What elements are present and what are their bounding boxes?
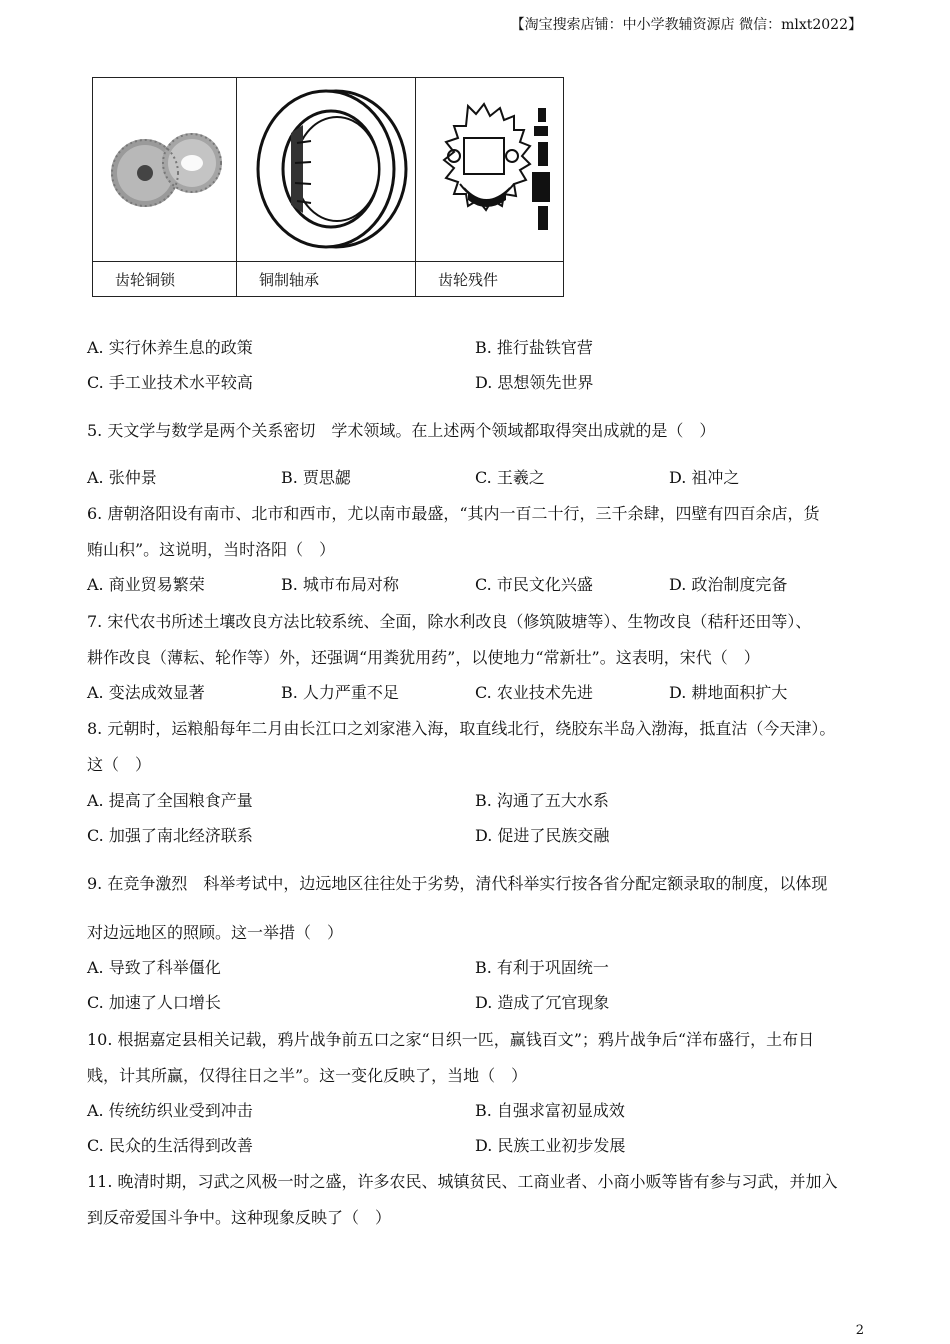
q6-stem-line2: 贿山积”。这说明，当时洛阳（ ） <box>87 540 336 559</box>
q8-option-d[interactable]: D. 促进了民族交融 <box>475 826 610 845</box>
q6-option-a[interactable]: A. 商业贸易繁荣 <box>87 575 205 594</box>
bearing-icon <box>241 83 411 253</box>
q7-option-b[interactable]: B. 人力严重不足 <box>281 683 399 702</box>
q8-option-a[interactable]: A. 提高了全国粮食产量 <box>87 791 253 810</box>
q11-stem-line1: 11. 晚清时期，习武之风极一时之盛，许多农民、城镇贫民、工商业者、小商小贩等皆有参与习武，并加入 <box>87 1172 838 1191</box>
figure-cell-gear-lock <box>93 78 237 262</box>
q6-option-b[interactable]: B. 城市布局对称 <box>281 575 399 594</box>
q10-stem-line2: 贱，计其所赢，仅得往日之半”。这一变化反映了，当地（ ） <box>87 1066 528 1085</box>
q5-option-a[interactable]: A. 张仲景 <box>87 468 157 487</box>
q4-option-b[interactable]: B. 推行盐铁官营 <box>475 338 593 357</box>
q9-option-d[interactable]: D. 造成了冗官现象 <box>475 993 610 1012</box>
q4-option-d[interactable]: D. 思想领先世界 <box>475 373 594 392</box>
q10-option-b[interactable]: B. 自强求富初显成效 <box>475 1101 625 1120</box>
q6-stem-line1: 6. 唐朝洛阳设有南市、北市和西市，尤以南市最盛，“其内一百二十行，三千余肆，四壁有四百余店，货 <box>87 504 820 523</box>
q7-stem-line1: 7. 宋代农书所述土壤改良方法比较系统、全面，除水利改良（修筑陂塘等）、生物改良（秸秆还田等）、 <box>87 612 812 631</box>
q9-option-a[interactable]: A. 导致了科举僵化 <box>87 958 221 977</box>
q11-stem-line2: 到反帝爱国斗争中。这种现象反映了（ ） <box>87 1208 392 1227</box>
q9-stem-line1: 9. 在竞争激烈 科举考试中，边远地区往往处于劣势，清代科举实行按各省分配定额录取的制度，以体现 <box>87 874 828 893</box>
q8-option-b[interactable]: B. 沟通了五大水系 <box>475 791 609 810</box>
figure-caption: 齿轮残件 <box>416 262 564 297</box>
q7-option-d[interactable]: D. 耕地面积扩大 <box>669 683 788 702</box>
q6-option-c[interactable]: C. 市民文化兴盛 <box>475 575 593 594</box>
figure-cell-bearing <box>237 78 416 262</box>
figure-cell-gear-fragment <box>416 78 564 262</box>
q8-stem-line1: 8. 元朝时，运粮船每年二月由长江口之刘家港入海，取直线北行，绕胶东半岛入渤海，抵直沽（今天津）。 <box>87 719 836 738</box>
q7-option-c[interactable]: C. 农业技术先进 <box>475 683 593 702</box>
q10-option-d[interactable]: D. 民族工业初步发展 <box>475 1136 626 1155</box>
q6-option-d[interactable]: D. 政治制度完备 <box>669 575 788 594</box>
q8-stem-line2: 这（ ） <box>87 755 152 774</box>
q7-option-a[interactable]: A. 变法成效显著 <box>87 683 205 702</box>
q5-option-c[interactable]: C. 王羲之 <box>475 468 545 487</box>
q4-option-c[interactable]: C. 手工业技术水平较高 <box>87 373 253 392</box>
q10-option-a[interactable]: A. 传统纺织业受到冲击 <box>87 1101 253 1120</box>
q5-option-b[interactable]: B. 贾思勰 <box>281 468 351 487</box>
figure-caption: 齿轮铜锁 <box>93 262 237 297</box>
gear-lock-icon <box>100 113 230 223</box>
q8-option-c[interactable]: C. 加强了南北经济联系 <box>87 826 253 845</box>
q4-option-a[interactable]: A. 实行休养生息的政策 <box>87 338 253 357</box>
q10-option-c[interactable]: C. 民众的生活得到改善 <box>87 1136 253 1155</box>
page-header: 【淘宝搜索店铺：中小学教辅资源店 微信：mlxt2022】 <box>510 17 862 33</box>
q5-option-d[interactable]: D. 祖冲之 <box>669 468 740 487</box>
figure-table <box>92 77 564 297</box>
q9-option-b[interactable]: B. 有利于巩固统一 <box>475 958 609 977</box>
q7-stem-line2: 耕作改良（薄耘、轮作等）外，还强调“用粪犹用药”，以使地力“常新壮”。这表明，宋代（ ） <box>87 648 760 667</box>
q5-stem: 5. 天文学与数学是两个关系密切 学术领域。在上述两个领域都取得突出成就的是（ ） <box>87 421 716 440</box>
figure-caption: 铜制轴承 <box>237 262 416 297</box>
gear-fragment-icon <box>420 88 560 248</box>
q10-stem-line1: 10. 根据嘉定县相关记载，鸦片战争前五口之家“日织一匹，赢钱百文”；鸦片战争后“洋布盛行，土布日 <box>87 1030 815 1049</box>
page-number: 2 <box>855 1323 864 1338</box>
q9-stem-line2: 对边远地区的照顾。这一举措（ ） <box>87 923 344 942</box>
q9-option-c[interactable]: C. 加速了人口增长 <box>87 993 221 1012</box>
